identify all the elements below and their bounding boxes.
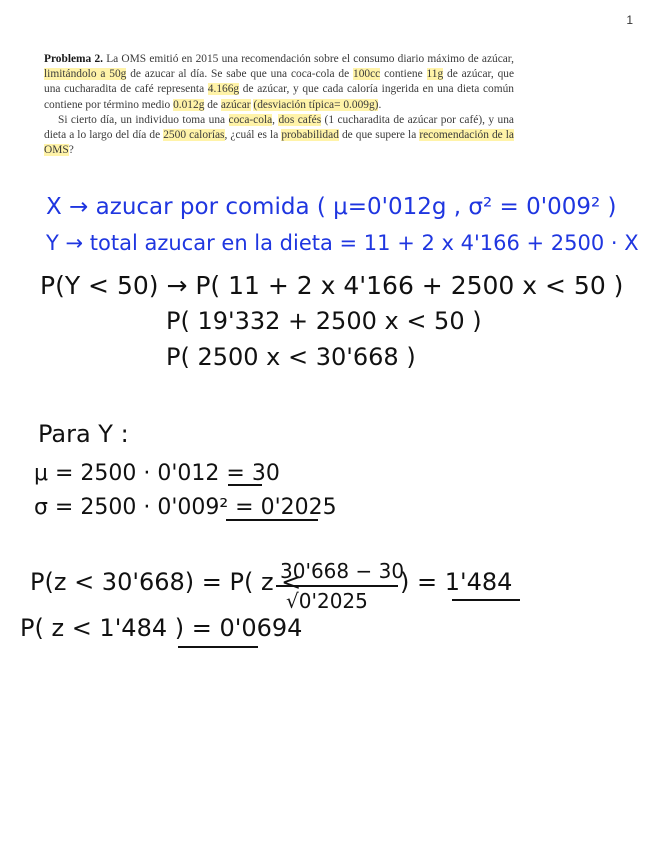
p1-segment-highlight: azúcar (220, 98, 251, 111)
p2-segment-text: , (272, 113, 279, 126)
p1-segment-highlight: 100cc (353, 68, 381, 81)
hw-line-final: P( z < 1'484 ) = 0'0694 (20, 614, 303, 642)
p2-segment-highlight: probabilidad (281, 129, 339, 142)
hw-line-mean: μ = 2500 · 0'012 = 30 (34, 461, 280, 486)
p2-segment-highlight: coca-cola (228, 113, 273, 126)
hw-line-probability-2: P( 19'332 + 2500 x < 50 ) (166, 307, 482, 335)
p1-segment-highlight: limitándolo a 50g (44, 68, 127, 81)
p1-segment-highlight: (desviación típica= 0.009g) (253, 98, 379, 111)
hw-line-sigma: σ = 2500 · 0'009² = 0'2025 (34, 495, 337, 520)
p1-segment-text: de azúcar, y que cada caloría ingerida en una dieta común contiene por término medio (44, 83, 514, 111)
p2-segment-highlight: recomendación de la OMS (44, 129, 514, 157)
hw-line-variable-y: Y → total azucar en la dieta = 11 + 2 x 4'166 + 2500 · X (46, 231, 639, 255)
p2-segment-text: (1 cucharadita de azúcar por café), y una dieta a lo largo del día de (44, 113, 514, 142)
hw-fraction-numerator: 30'668 − 30 (280, 559, 405, 583)
hw-line-probability-1: P(Y < 50) → P( 11 + 2 x 4'166 + 2500 x < 50 ) (40, 271, 624, 300)
p1-segment-highlight: 0.012g (173, 98, 205, 111)
hw-line-para-y: Para Y : (38, 420, 129, 448)
p1-segment-text: La OMS emitió en 2015 una recomendación sobre el consumo diario máximo de azúcar, (103, 53, 514, 65)
hw-line-variable-x: X → azucar por comida ( μ=0'012g , σ² = 0'009² ) (46, 194, 617, 220)
p2-segment-text: Si cierto día, un individuo toma una (58, 113, 229, 126)
hw-line-probability-3: P( 2500 x < 30'668 ) (166, 343, 416, 371)
p1-segment-highlight: 11g (426, 68, 444, 81)
p1-segment-text: de (204, 98, 221, 111)
hw-fraction-denominator: √0'2025 (286, 589, 368, 613)
p1-segment-text: de azúcar, que una cucharadita de café representa (44, 68, 515, 96)
hw-line-standardize: P(z < 30'668) = P( z < (30, 568, 302, 596)
p1-segment-highlight: 4.166g (207, 83, 240, 96)
p2-segment-text: , ¿cuál es la (224, 129, 282, 142)
hw-line-z-result: ) = 1'484 (400, 568, 513, 596)
p2-segment-highlight: dos cafés (278, 113, 322, 126)
page-number: 1 (626, 13, 633, 27)
p2-segment-text: ? (68, 144, 74, 157)
p2-segment-highlight: 2500 calorías (163, 129, 225, 142)
problem-title: Problema 2. (44, 53, 103, 65)
p2-segment-text: de que supere la (338, 129, 420, 142)
p1-segment-text: de azucar al día. Se sabe que una coca-cola de (126, 68, 354, 81)
p1-segment-text: . (378, 98, 382, 111)
p1-segment-text: contiene (380, 68, 427, 81)
